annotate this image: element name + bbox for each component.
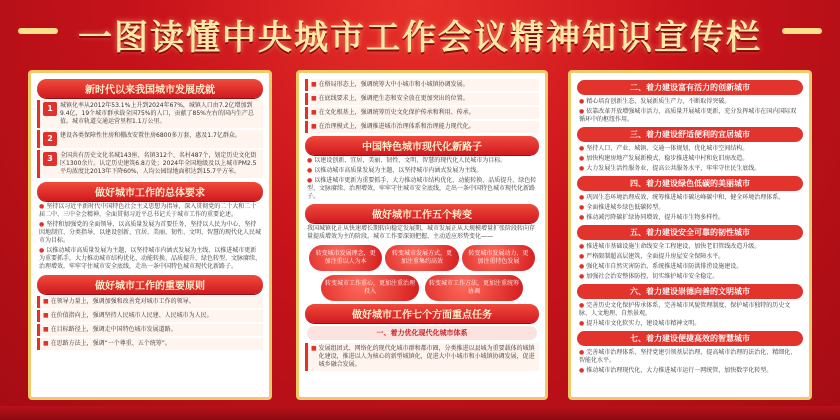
list-item [579, 98, 801, 106]
bullet-icon: ● [39, 203, 45, 210]
list-item [579, 204, 801, 212]
item-text: 全面推进城乡绿色低碳转型。 [586, 204, 665, 211]
list-item [579, 108, 801, 124]
bullet-icon: ● [579, 98, 585, 105]
list-item [579, 155, 801, 163]
bullet-icon: ● [579, 145, 585, 152]
list-item [579, 214, 801, 222]
list-item [305, 343, 539, 371]
item-text: 以推动城市高质量发展为主题，以坚持城市内涵式发展为主线，以推进城市更新为重要抓手，大力推动城市结构优化、动能转换、品质提升、绿色转型、文脉赓续、治理增效，牢牢守住城市安全底线，走出一条中国特色城市现代化新路子。 [39, 247, 262, 270]
bullet-icon: ■ [311, 81, 317, 88]
bullet-icon: ■ [43, 340, 49, 347]
item-text: 精心培育创新生态，发展新质生产力，不断取得突破。 [586, 98, 731, 105]
section-intro: 我国城镇化正从快速增长期转向稳定发展期，城市发展正从大规模增量扩张阶段转向存量提质增效为主的阶段。城市工作要深刻把握、主动适应形势变化—— [307, 225, 536, 240]
bullet-icon: ● [579, 108, 585, 115]
section-title: 做好城市工作的重要原则 [37, 275, 263, 294]
bullet-icon: ● [579, 263, 585, 270]
section-title: 做好城市工作的总体要求 [37, 182, 263, 201]
left-panel [28, 70, 272, 400]
bullet-icon: ■ [311, 123, 317, 130]
task-title: 二、着力建设富有活力的创新城市 [577, 80, 803, 95]
item-text: 加快构建房地产发展新模式，稳步推进城中村和危旧房改造。 [586, 155, 749, 162]
list-item [37, 100, 263, 128]
section-title: 做好城市工作七个方面重点任务 [305, 304, 539, 323]
bullet-icon: ● [579, 349, 585, 356]
item-text: 坚持人口、产业、城镇、交通一体规划，优化城市空间结构。 [586, 145, 749, 152]
bullet-icon: ● [579, 367, 585, 374]
bullet-icon: ● [579, 320, 585, 327]
bullet-icon: ● [579, 214, 585, 221]
list-item [37, 310, 263, 322]
bullet-icon: ● [307, 177, 313, 184]
footer-band [0, 406, 840, 420]
bullet-icon: ■ [311, 109, 317, 116]
right-panel [568, 70, 812, 400]
list-item [579, 302, 801, 318]
list-item [579, 349, 801, 365]
list-item [39, 203, 261, 219]
item-number: 3 [43, 152, 57, 166]
list-item [37, 324, 263, 336]
list-item [579, 165, 801, 173]
task-title: 六、着力建设崇德向善的文明城市 [577, 284, 803, 299]
list-item [37, 130, 263, 148]
list-item [307, 157, 537, 165]
item-text: 坚持以习近平新时代中国特色社会主义思想为指导，深入贯彻党的二十大和二十届二中、三中全会精神，全面贯彻习近平总书记关于城市工作的重要论述。 [39, 203, 257, 218]
item-text: 完善历史文化保护传承体系，完善城市风貌管理制度，保护城市独特的历史文脉、人文地理、自然景观。 [579, 302, 791, 317]
title-right-dash [782, 28, 822, 34]
transform-pills [309, 245, 535, 271]
transform-pill: 转变城市发展动力，更加注重特色发展 [462, 245, 535, 271]
transform-pill: 转变城市工作方法，更加注重统筹协调 [425, 275, 523, 301]
item-text: 强化城市自然灾害防治，系统推进城市防洪排涝设施建设。 [586, 263, 743, 270]
list-item [305, 93, 539, 105]
list-item [39, 247, 261, 271]
item-text: 以建设创新、宜居、美丽、韧性、文明、智慧的现代化人民城市为目标。 [314, 157, 507, 164]
item-text: 以推动城市高质量发展为主题，以坚持城市内涵式发展为主线。 [314, 167, 483, 174]
item-text: 推动城市治理现代化，大力推进城市运行一网统管，加快数字化转型。 [586, 367, 773, 374]
bullet-icon: ■ [311, 345, 317, 352]
list-item [307, 167, 537, 175]
item-text: 在底线要求上，强调把生态和安全放在更加突出的位置。 [318, 95, 469, 102]
task-title: 三、着力建设舒适便利的宜居城市 [577, 127, 803, 142]
transform-pills-row2 [309, 275, 535, 301]
list-item [579, 320, 801, 328]
bullet-icon: ● [579, 253, 585, 260]
task-title: 五、着力建设安全可靠的韧性城市 [577, 225, 803, 240]
transform-pill: 转变城市发展方式，更加注重集约高效 [385, 245, 458, 271]
item-text: 在文化根基上，强调统筹历史文化保护传承和利用、传承。 [318, 109, 475, 116]
bullet-icon: ■ [43, 312, 49, 319]
item-text: 推进城市基础设施生命线安全工程建设，加快老旧管线改造升级。 [586, 243, 761, 250]
task-title: 七、着力建设便捷高效的智慧城市 [577, 331, 803, 346]
bullet-icon: ● [579, 194, 585, 201]
list-item [307, 177, 537, 201]
transform-pill: 转变城市发展理念，更加注重以人为本 [309, 245, 382, 271]
transform-pill: 转变城市工作重心，更加注重治理投入 [321, 275, 419, 301]
item-text: 推动减污降碳扩绿协同增效，提升城市生物多样性。 [586, 214, 725, 221]
bullet-icon: ■ [43, 326, 49, 333]
section-title: 新时代以来我国城市发展成就 [37, 79, 263, 98]
bullet-icon: ● [579, 204, 585, 211]
item-text: 在治理模式上，强调推进城市治理体系和治理能力现代化。 [318, 123, 475, 130]
item-text: 巩固生态环境治理成效，统筹推进城市碳达峰碳中和，健全环境治理体系。 [586, 194, 785, 201]
bullet-icon: ● [579, 243, 585, 250]
item-text: 以推进城市更新为重要抓手，大力推动城市结构优化、动能转换、品质提升、绿色转型、文脉赓续、治理增效，牢牢守住城市安全底线，走出一条中国特色城市现代化新路子。 [307, 177, 537, 200]
page-title: 一图读懂中央城市工作会议精神知识宣传栏 [78, 18, 762, 58]
item-text: 在价值指向上，强调坚持人民城市人民建、人民城市为人民。 [50, 312, 213, 319]
item-text: 严格限制超高层建筑，全面提升房屋安全保障水平。 [586, 253, 725, 260]
item-text: 建设各类保障性住房和棚改安置住房6800多万套，惠及1.7亿群众。 [60, 132, 241, 139]
bullet-icon: ● [307, 167, 313, 174]
list-item [579, 253, 801, 261]
item-text: 提升城市文化软实力，建设城市精神文明。 [586, 320, 701, 327]
list-item [37, 338, 263, 350]
list-item [579, 145, 801, 153]
item-number: 2 [43, 132, 57, 146]
item-text: 在领导力量上，强调加强和改善党对城市工作的领导。 [50, 298, 195, 305]
item-text: 大力发展生活性服务业，提高公共服务水平，牢牢守住民生底线。 [586, 165, 761, 172]
section-title: 做好城市工作五个转变 [305, 204, 539, 223]
list-item [305, 107, 539, 119]
item-text: 完善城市治理体系，坚持党建引领基层治理，提高城市治理的法治化、精细化、智能化水平。 [579, 349, 797, 364]
task-title: 四、着力建设绿色低碳的美丽城市 [577, 176, 803, 191]
list-item [305, 79, 539, 91]
list-item [39, 221, 261, 245]
bullet-icon: ● [579, 165, 585, 172]
bullet-icon: ● [579, 302, 585, 309]
item-text: 发展组团式、网络化的现代化城市群和都市圈，分类推进以县城为重要载体的城镇化建设，推进以人为核心的新型城镇化，促进大中小城市和小城镇协调发展，促进城乡融合发展。 [318, 345, 535, 368]
list-item [579, 194, 801, 202]
bullet-icon: ● [39, 221, 45, 228]
list-item [37, 296, 263, 308]
list-item [579, 273, 801, 281]
bullet-icon: ● [579, 155, 585, 162]
list-item [579, 263, 801, 271]
bullet-icon: ● [307, 157, 313, 164]
bullet-icon: ■ [43, 298, 49, 305]
subsection-title: 一、着力优化现代化城市体系 [307, 326, 537, 340]
list-item [37, 150, 263, 178]
item-text: 在格局形态上，强调统筹大中小城市和小城镇协调发展。 [318, 81, 469, 88]
middle-panel [296, 70, 548, 400]
item-text: 依靠改革开放增强城市活力，高质量开展城市更新，充分发挥城市在国内国际双循环中的枢纽作用。 [579, 108, 797, 123]
list-item [305, 121, 539, 133]
bullet-icon: ● [39, 247, 45, 254]
item-text: 城镇化率从2012年53.1%上升到2024年67%，城镇人口由7.2亿增加到9.4亿，19个城市群承载全国75%的人口，贡献了85%左右的国内生产总值。城市轨道交通运营里程1.1万公里。 [60, 102, 254, 125]
item-text: 全国共有历史文化名城143座、名镇312个、名村487个，划定历史文化街区1300余片。认定历史建筑6.8万处；2024年全国地级及以上城市PM2.5平均浓度比2013年下降60%，人均公园绿地面积达到15.7平方米。 [60, 152, 257, 175]
list-item [579, 243, 801, 251]
header [0, 4, 840, 64]
item-text: 在思路方法上，强调“一个尊重、五个统筹”。 [50, 340, 171, 347]
item-text: 在目标路径上，强调走中国特色城市发展道路。 [50, 326, 177, 333]
bullet-icon: ● [579, 273, 585, 280]
section-title: 中国特色城市现代化新路子 [305, 136, 539, 155]
item-text: 坚持和加强党的全面领导，以高质量发展为首要任务，坚持以人民为中心，坚持因地制宜、分类指导，以建设创新、宜居、美丽、韧性、文明、智慧的现代化人民城市为目标。 [39, 221, 262, 244]
bullet-icon: ■ [311, 95, 317, 102]
item-text: 加强社会治安整体防控，切实维护城市安全稳定。 [586, 273, 719, 280]
list-item [579, 367, 801, 375]
item-number: 1 [43, 102, 57, 116]
